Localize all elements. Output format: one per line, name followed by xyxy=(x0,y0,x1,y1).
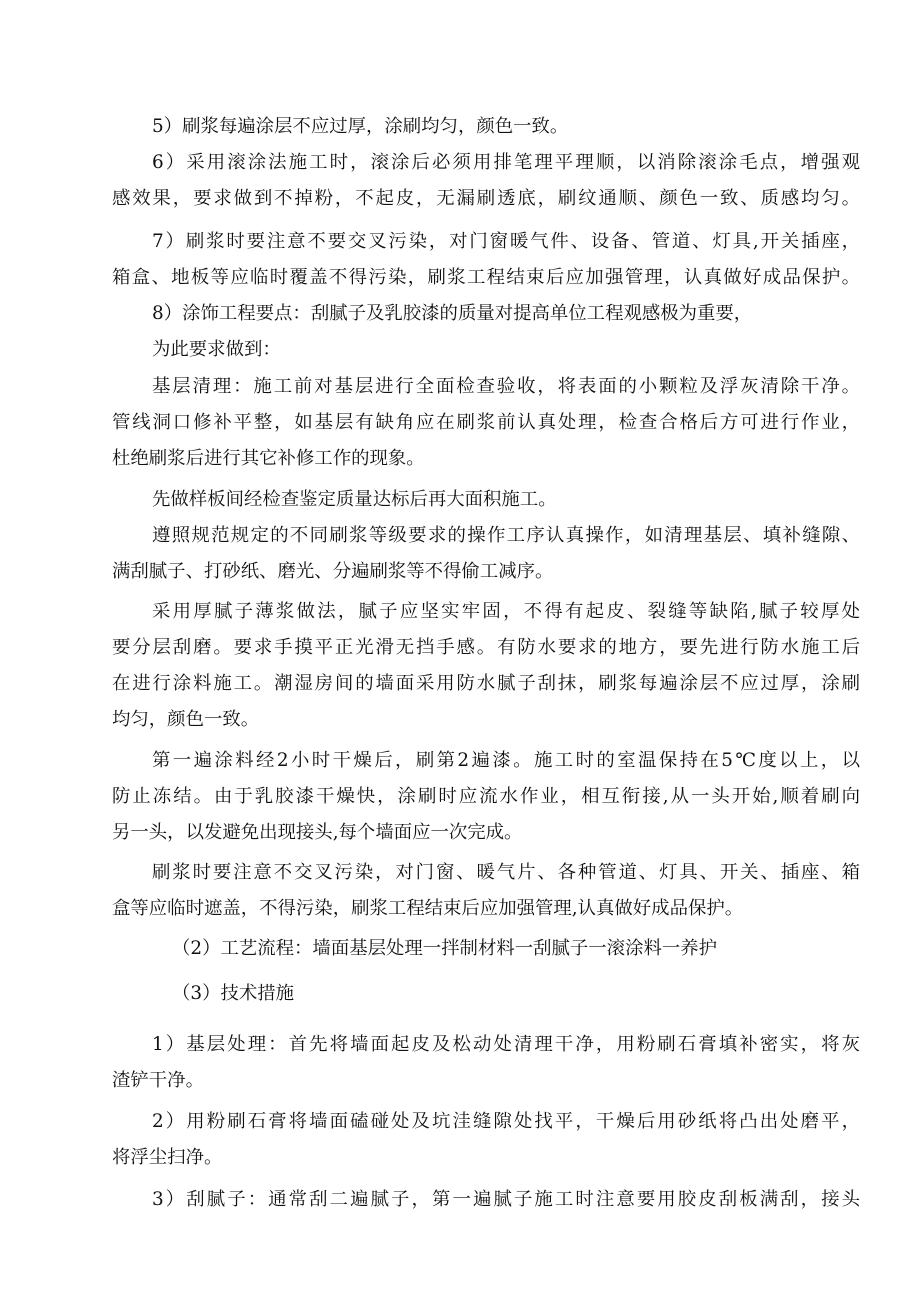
paragraph-line: 箱盒、地板等应临时覆盖不得污染，刷浆工程结束后应加强管理，认真做好成品保护。 xyxy=(112,267,860,288)
paragraph-line: 要分层刮磨。要求手摸平正光滑无挡手感。有防水要求的地方，要先进行防水施工后 xyxy=(112,637,860,658)
paragraph-line: 在进行涂料施工。潮湿房间的墙面采用防水腻子刮抹，刷浆每遍涂层不应过厚，涂刷 xyxy=(112,673,860,694)
section-heading: （3）技术措施 xyxy=(172,983,295,1004)
paragraph-line: 将浮尘扫净。 xyxy=(112,1147,223,1168)
paragraph-line: 7）刷浆时要注意不要交叉污染，对门窗暖气件、设备、管道、灯具,开关插座， xyxy=(152,231,860,252)
paragraph-line: 先做样板间经检查鉴定质量达标后再大面积施工。 xyxy=(152,489,557,510)
paragraph-line: 8）涂饰工程要点：刮腻子及乳胶漆的质量对提高单位工程观感极为重要， xyxy=(152,303,753,324)
paragraph-line: 满刮腻子、打砂纸、磨光、分遍刷浆等不得偷工减序。 xyxy=(112,561,554,582)
paragraph-line: 防止冻结。由于乳胶漆干燥快，涂刷时应流水作业，相互衔接,从一头开始,顺着刷向 xyxy=(112,786,860,807)
section-heading: （2）工艺流程：墙面基层处理一拌制材料一刮腻子一滚涂料一养护 xyxy=(172,938,718,959)
paragraph-line: 渣铲干净。 xyxy=(112,1070,204,1091)
paragraph-line: 另一头，以发避免出现接头,每个墙面应一次完成。 xyxy=(112,822,523,843)
paragraph-line: 1）基层处理：首先将墙面起皮及松动处清理干净，用粉刷石膏填补密实，将灰 xyxy=(152,1034,860,1055)
paragraph-line: 6）采用滚涂法施工时，滚涂后必须用排笔理平理顺，以消除滚涂毛点，增强观 xyxy=(152,152,860,173)
paragraph-line: 第一遍涂料经2小时干燥后，刷第2遍漆。施工时的室温保持在5℃度以上，以 xyxy=(152,750,860,771)
paragraph-line: 为此要求做到： xyxy=(152,339,281,360)
paragraph-line: 均匀，颜色一致。 xyxy=(112,709,260,730)
paragraph-line: 遵照规范规定的不同刷浆等级要求的操作工序认真操作，如清理基层、填补缝隙、 xyxy=(152,525,860,546)
paragraph-line: 5）刷浆每遍涂层不应过厚，涂刷均匀，颜色一致。 xyxy=(152,116,569,137)
paragraph-line: 管线洞口修补平整，如基层有缺角应在刷浆前认真处理，检查合格后方可进行作业， xyxy=(112,412,860,433)
paragraph-line: 3）刮腻子：通常刮二遍腻子，第一遍腻子施工时注意要用胶皮刮板满刮，接头 xyxy=(152,1189,860,1210)
paragraph-line: 盒等应临时遮盖，不得污染，刷浆工程结束后应加强管理,认真做好成品保护。 xyxy=(112,898,744,919)
paragraph-line: 刷浆时要注意不交叉污染，对门窗、暖气片、各种管道、灯具、开关、插座、箱 xyxy=(152,862,860,883)
paragraph-line: 感效果，要求做到不掉粉，不起皮，无漏刷透底，刷纹通顺、颜色一致、质感均匀。 xyxy=(112,188,860,209)
paragraph-line: 杜绝刷浆后进行其它补修工作的现象。 xyxy=(112,448,425,469)
paragraph-line: 2）用粉刷石膏将墙面磕碰处及坑洼缝隙处找平，干燥后用砂纸将凸出处磨平， xyxy=(152,1111,860,1132)
paragraph-line: 采用厚腻子薄浆做法，腻子应坚实牢固，不得有起皮、裂缝等缺陷,腻子较厚处 xyxy=(152,601,860,622)
paragraph-line: 基层清理：施工前对基层进行全面检查验收，将表面的小颗粒及浮灰清除干净。 xyxy=(152,376,860,397)
